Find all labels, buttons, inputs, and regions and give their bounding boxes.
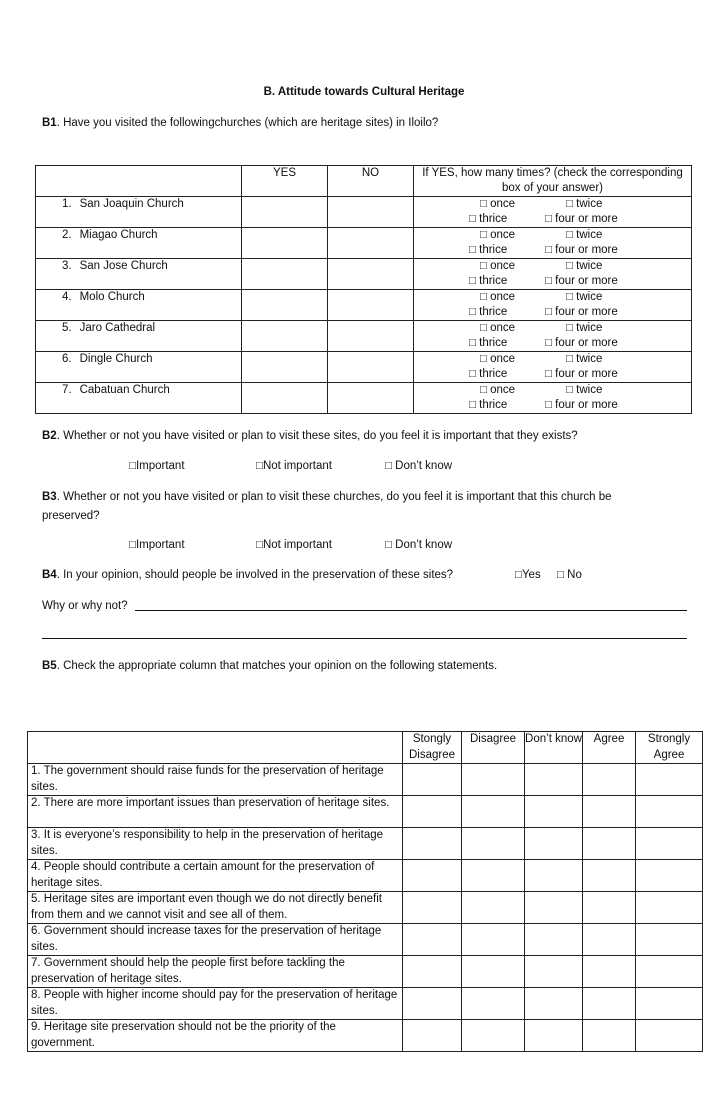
four-or-more-checkbox[interactable]: □ four or more xyxy=(545,399,618,411)
once-checkbox[interactable]: □ once xyxy=(480,260,516,272)
rating-cell[interactable] xyxy=(583,764,636,796)
no-cell[interactable] xyxy=(328,383,414,414)
four-or-more-checkbox[interactable]: □ four or more xyxy=(545,244,618,256)
header-agree: Agree xyxy=(583,732,636,764)
question-b2-label: B2 xyxy=(42,430,57,442)
church-name: Cabatuan Church xyxy=(79,384,170,396)
question-b5-label: B5 xyxy=(42,660,57,672)
church-name: Dingle Church xyxy=(79,353,153,365)
church-row xyxy=(36,383,692,414)
opinion-table xyxy=(27,731,703,1052)
header-yes: YES xyxy=(242,166,328,197)
church-name-cell xyxy=(36,352,242,383)
church-number: 3. xyxy=(62,260,72,272)
b3-not-important-checkbox[interactable]: □Not important xyxy=(256,539,332,551)
why-answer-line-2[interactable] xyxy=(42,638,687,639)
header-no: NO xyxy=(328,166,414,197)
rating-cell[interactable] xyxy=(462,796,525,828)
rating-cell[interactable] xyxy=(636,764,703,796)
yes-cell[interactable] xyxy=(242,259,328,290)
thrice-checkbox[interactable]: □ thrice xyxy=(469,399,508,411)
yes-cell[interactable] xyxy=(242,321,328,352)
rating-cell[interactable] xyxy=(403,988,462,1020)
church-name: Molo Church xyxy=(79,291,145,303)
church-row xyxy=(36,259,692,290)
church-name-cell xyxy=(36,197,242,228)
question-b4 xyxy=(42,569,453,581)
b4-no-checkbox[interactable]: □ No xyxy=(557,569,582,581)
no-cell[interactable] xyxy=(328,290,414,321)
question-b3 xyxy=(42,491,612,503)
b4-yes-checkbox[interactable]: □Yes xyxy=(515,569,541,581)
statement-text: 3. It is everyone’s responsibility to help in the preservation of heritage sites. xyxy=(28,828,403,860)
statement-text: 7. Government should help the people first before tackling the preservation of heritage sites. xyxy=(28,956,403,988)
four-or-more-checkbox[interactable]: □ four or more xyxy=(545,337,618,349)
church-name-cell xyxy=(36,259,242,290)
church-number: 4. xyxy=(62,291,72,303)
question-b2-text: . Whether or not you have visited or plan to visit these sites, do you feel it is important that they exists? xyxy=(56,430,578,442)
church-row xyxy=(36,352,692,383)
church-name-cell xyxy=(36,228,242,259)
b3-dont-know-checkbox[interactable]: □ Don’t know xyxy=(385,539,453,551)
twice-checkbox[interactable]: □ twice xyxy=(566,198,603,210)
thrice-checkbox[interactable]: □ thrice xyxy=(469,306,508,318)
question-b1-label: B1 xyxy=(42,117,57,129)
rating-cell[interactable] xyxy=(462,956,525,988)
statement-row xyxy=(28,860,703,892)
once-checkbox[interactable]: □ once xyxy=(480,322,516,334)
header-dont-know: Don’t know xyxy=(525,732,583,764)
statement-row xyxy=(28,796,703,828)
statement-text: 2. There are more important issues than preservation of heritage sites. xyxy=(28,796,403,828)
question-b4-label: B4 xyxy=(42,569,57,581)
b2-dont-know-checkbox[interactable]: □ Don’t know xyxy=(385,460,453,472)
yes-cell[interactable] xyxy=(242,290,328,321)
rating-cell[interactable] xyxy=(525,796,583,828)
once-checkbox[interactable]: □ once xyxy=(480,291,516,303)
once-checkbox[interactable]: □ once xyxy=(480,384,516,396)
why-label: Why or why not? xyxy=(42,600,128,612)
question-b4-text: . In your opinion, should people be involved in the preservation of these sites? xyxy=(56,569,454,581)
b3-important-checkbox[interactable]: □Important xyxy=(129,539,185,551)
church-number: 7. xyxy=(62,384,72,396)
rating-cell[interactable] xyxy=(583,828,636,860)
opinion-header-blank xyxy=(28,732,403,764)
statement-row xyxy=(28,956,703,988)
twice-checkbox[interactable]: □ twice xyxy=(566,260,603,272)
twice-checkbox[interactable]: □ twice xyxy=(566,322,603,334)
rating-cell[interactable] xyxy=(525,988,583,1020)
yes-cell[interactable] xyxy=(242,197,328,228)
rating-cell[interactable] xyxy=(525,1020,583,1052)
rating-cell[interactable] xyxy=(525,892,583,924)
statement-row xyxy=(28,1020,703,1052)
church-name: Jaro Cathedral xyxy=(79,322,156,334)
times-cell xyxy=(414,383,692,414)
four-or-more-checkbox[interactable]: □ four or more xyxy=(545,213,618,225)
question-b3-label: B3 xyxy=(42,491,57,503)
question-b5 xyxy=(42,660,497,672)
question-b2 xyxy=(42,430,578,442)
church-row xyxy=(36,321,692,352)
question-b1-text: . Have you visited the followingchurches (which are heritage sites) in Iloilo? xyxy=(56,117,439,129)
statement-row xyxy=(28,764,703,796)
rating-cell[interactable] xyxy=(462,988,525,1020)
rating-cell[interactable] xyxy=(403,828,462,860)
section-title: B. Attitude towards Cultural Heritage xyxy=(263,86,465,98)
church-number: 6. xyxy=(62,353,72,365)
rating-cell[interactable] xyxy=(636,828,703,860)
times-cell xyxy=(414,321,692,352)
question-b3-text: . Whether or not you have visited or plan to visit these churches, do you feel it is important that this church be xyxy=(56,491,612,503)
church-number: 1. xyxy=(62,198,72,210)
church-name-cell xyxy=(36,290,242,321)
rating-cell[interactable] xyxy=(636,988,703,1020)
statement-text: 6. Government should increase taxes for the preservation of heritage sites. xyxy=(28,924,403,956)
rating-cell[interactable] xyxy=(583,1020,636,1052)
times-cell xyxy=(414,228,692,259)
statement-row xyxy=(28,924,703,956)
rating-cell[interactable] xyxy=(462,924,525,956)
once-checkbox[interactable]: □ once xyxy=(480,198,516,210)
statement-text: 1. The government should raise funds for the preservation of heritage sites. xyxy=(28,764,403,796)
statement-text: 8. People with higher income should pay for the preservation of heritage sites. xyxy=(28,988,403,1020)
rating-cell[interactable] xyxy=(636,924,703,956)
church-row xyxy=(36,290,692,321)
rating-cell[interactable] xyxy=(583,796,636,828)
four-or-more-checkbox[interactable]: □ four or more xyxy=(545,368,618,380)
church-number: 2. xyxy=(62,229,72,241)
twice-checkbox[interactable]: □ twice xyxy=(566,229,603,241)
rating-cell[interactable] xyxy=(403,796,462,828)
no-cell[interactable] xyxy=(328,352,414,383)
thrice-checkbox[interactable]: □ thrice xyxy=(469,244,508,256)
no-cell[interactable] xyxy=(328,228,414,259)
yes-cell[interactable] xyxy=(242,352,328,383)
rating-cell[interactable] xyxy=(462,1020,525,1052)
rating-cell[interactable] xyxy=(636,860,703,892)
church-number: 5. xyxy=(62,322,72,334)
rating-cell[interactable] xyxy=(462,828,525,860)
statement-row xyxy=(28,988,703,1020)
four-or-more-checkbox[interactable]: □ four or more xyxy=(545,275,618,287)
twice-checkbox[interactable]: □ twice xyxy=(566,291,603,303)
header-strongly-disagree: Stongly Disagree xyxy=(403,732,462,764)
rating-cell[interactable] xyxy=(583,892,636,924)
rating-cell[interactable] xyxy=(403,956,462,988)
rating-cell[interactable] xyxy=(403,924,462,956)
header-disagree: Disagree xyxy=(462,732,525,764)
header-strongly-agree: Strongly Agree xyxy=(636,732,703,764)
thrice-checkbox[interactable]: □ thrice xyxy=(469,275,508,287)
rating-cell[interactable] xyxy=(403,892,462,924)
rating-cell[interactable] xyxy=(583,924,636,956)
header-times: If YES, how many times? (check the corresponding box of your answer) xyxy=(414,166,692,197)
rating-cell[interactable] xyxy=(462,892,525,924)
rating-cell[interactable] xyxy=(636,956,703,988)
rating-cell[interactable] xyxy=(403,1020,462,1052)
b2-important-checkbox[interactable]: □Important xyxy=(129,460,185,472)
statement-text: 9. Heritage site preservation should not be the priority of the government. xyxy=(28,1020,403,1052)
rating-cell[interactable] xyxy=(403,764,462,796)
header-blank xyxy=(36,166,242,197)
rating-cell[interactable] xyxy=(462,764,525,796)
church-visit-table-header xyxy=(36,166,692,197)
thrice-checkbox[interactable]: □ thrice xyxy=(469,337,508,349)
church-row xyxy=(36,197,692,228)
rating-cell[interactable] xyxy=(636,1020,703,1052)
times-cell xyxy=(414,259,692,290)
church-name: San Joaquin Church xyxy=(79,198,184,210)
twice-checkbox[interactable]: □ twice xyxy=(566,353,603,365)
statement-row xyxy=(28,828,703,860)
church-name: San Jose Church xyxy=(79,260,168,272)
twice-checkbox[interactable]: □ twice xyxy=(566,384,603,396)
thrice-checkbox[interactable]: □ thrice xyxy=(469,368,508,380)
why-answer-line-1[interactable] xyxy=(135,610,687,611)
rating-cell[interactable] xyxy=(525,956,583,988)
question-b3-text-cont: preserved? xyxy=(42,510,100,522)
no-cell[interactable] xyxy=(328,259,414,290)
statement-row xyxy=(28,892,703,924)
no-cell[interactable] xyxy=(328,321,414,352)
times-cell xyxy=(414,352,692,383)
church-name-cell xyxy=(36,321,242,352)
rating-cell[interactable] xyxy=(525,924,583,956)
rating-cell[interactable] xyxy=(403,860,462,892)
statement-text: 5. Heritage sites are important even though we do not directly benefit from them and we cannot visit and see all of them. xyxy=(28,892,403,924)
thrice-checkbox[interactable]: □ thrice xyxy=(469,213,508,225)
rating-cell[interactable] xyxy=(583,860,636,892)
once-checkbox[interactable]: □ once xyxy=(480,229,516,241)
times-cell xyxy=(414,197,692,228)
rating-cell[interactable] xyxy=(525,860,583,892)
rating-cell[interactable] xyxy=(583,988,636,1020)
yes-cell[interactable] xyxy=(242,228,328,259)
statement-text: 4. People should contribute a certain amount for the preservation of heritage sites. xyxy=(28,860,403,892)
no-cell[interactable] xyxy=(328,197,414,228)
four-or-more-checkbox[interactable]: □ four or more xyxy=(545,306,618,318)
church-row xyxy=(36,228,692,259)
b2-not-important-checkbox[interactable]: □Not important xyxy=(256,460,332,472)
once-checkbox[interactable]: □ once xyxy=(480,353,516,365)
yes-cell[interactable] xyxy=(242,383,328,414)
rating-cell[interactable] xyxy=(462,860,525,892)
church-name: Miagao Church xyxy=(79,229,158,241)
rating-cell[interactable] xyxy=(525,764,583,796)
rating-cell[interactable] xyxy=(583,956,636,988)
times-cell xyxy=(414,290,692,321)
rating-cell[interactable] xyxy=(636,796,703,828)
opinion-table-header xyxy=(28,732,703,764)
church-visit-table xyxy=(35,165,692,414)
question-b5-text: . Check the appropriate column that matches your opinion on the following statements. xyxy=(56,660,498,672)
question-b1 xyxy=(42,117,438,129)
rating-cell[interactable] xyxy=(525,828,583,860)
rating-cell[interactable] xyxy=(636,892,703,924)
church-name-cell xyxy=(36,383,242,414)
